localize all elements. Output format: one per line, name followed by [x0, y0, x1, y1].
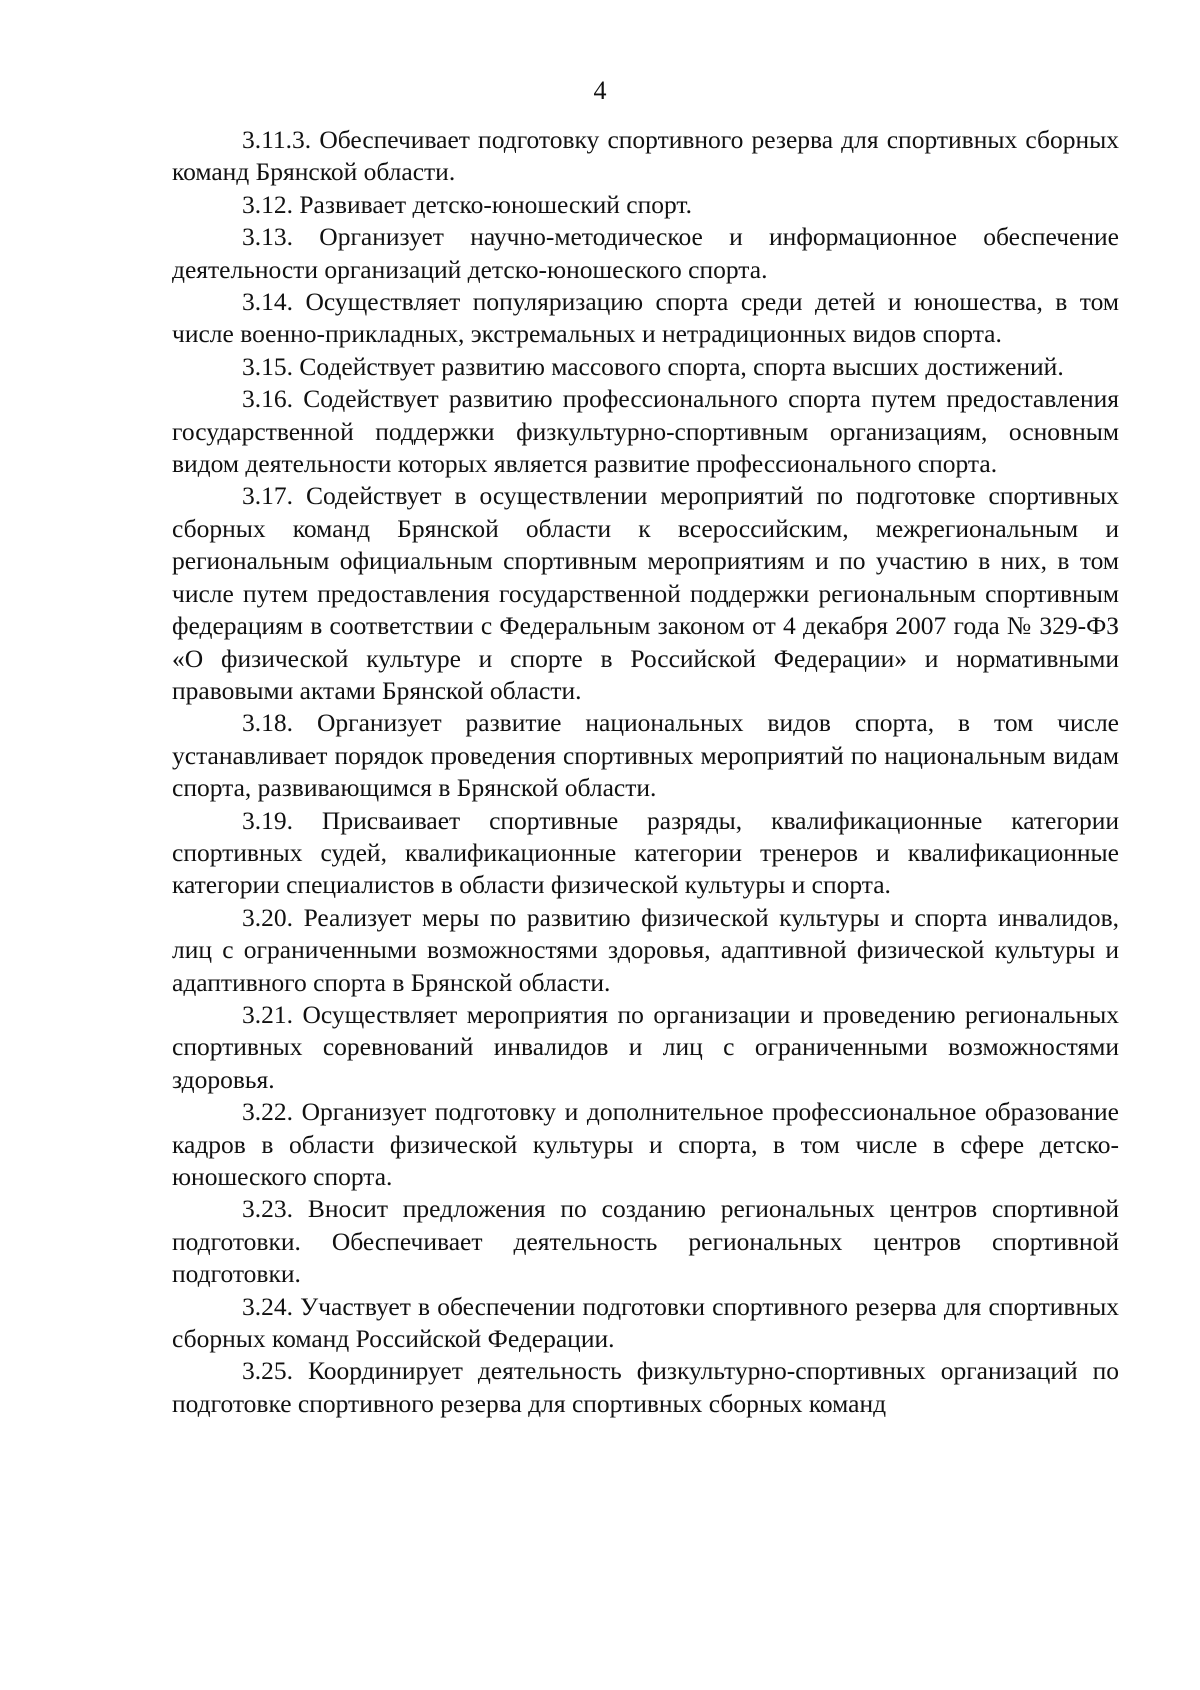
paragraph-3-11-3: 3.11.3. Обеспечивает подготовку спортивного резерва для спортивных сборных команд Брянской области.: [172, 125, 1119, 187]
paragraph-3-16: 3.16. Содействует развитию профессионального спорта путем предоставления государственной поддержки физкультурно-спортивным организациям, основным видом деятельности которых является развитие профессионального спорта.: [172, 384, 1119, 479]
paragraph-3-21: 3.21. Осуществляет мероприятия по организации и проведению региональных спортивных соревнований инвалидов и лиц с ограниченными возможностями здоровья.: [172, 999, 1119, 1094]
document-body: [172, 124, 1119, 1420]
paragraph-3-13: 3.13. Организует научно-методическое и информационное обеспечение деятельности организаций детско-юношеского спорта.: [172, 222, 1119, 284]
paragraph-3-22: 3.22. Организует подготовку и дополнительное профессиональное образование кадров в области физической культуры и спорта, в том числе в сфере детско-юношеского спорта.: [172, 1097, 1119, 1191]
paragraph-3-12: 3.12. Развивает детско-юношеский спорт.: [242, 189, 693, 219]
paragraph-3-19: 3.19. Присваивает спортивные разряды, квалификационные категории спортивных судей, квалификационные категории тренеров и квалификационные категории специалистов в области физической культуры и спорта.: [172, 805, 1119, 900]
paragraph-3-20: 3.20. Реализует меры по развитию физической культуры и спорта инвалидов, лиц с ограниченными возможностями здоровья, адаптивной физической культуры и адаптивного спорта в Брянской области.: [172, 902, 1119, 997]
paragraph-3-18: 3.18. Организует развитие национальных видов спорта, в том числе устанавливает порядок проведения спортивных мероприятий по национальным видам спорта, развивающимся в Брянской области.: [172, 708, 1119, 803]
page-number: 4: [593, 76, 607, 105]
paragraph-3-24: 3.24. Участвует в обеспечении подготовки спортивного резерва для спортивных сборных команд Российской Федерации.: [172, 1291, 1119, 1354]
paragraph-3-23: 3.23. Вносит предложения по созданию региональных центров спортивной подготовки. Обеспечивает деятельность региональных центров спортивной подготовки.: [172, 1194, 1119, 1289]
paragraph-3-15: 3.15. Содействует развитию массового спорта, спорта высших достижений.: [242, 351, 1064, 381]
paragraph-3-17: 3.17. Содействует в осуществлении мероприятий по подготовке спортивных сборных команд Брянской области к всероссийским, межрегиональным и региональным официальным спортивным мероприятиям и по участию в них, в том числе путем предоставления государственной поддержки региональным спортивным федерациям в соответствии с Федеральным законом от 4 декабря 2007 года № 329-ФЗ «О физической культуре и спорте в Российской Федерации» и нормативными правовыми актами Брянской области.: [172, 481, 1119, 705]
paragraph-3-14: 3.14. Осуществляет популяризацию спорта среди детей и юношества, в том числе военно-прикладных, экстремальных и нетрадиционных видов спорта.: [172, 287, 1119, 349]
paragraph-3-25: 3.25. Координирует деятельность физкультурно-спортивных организаций по подготовке спортивного резерва для спортивных сборных команд: [172, 1356, 1119, 1418]
